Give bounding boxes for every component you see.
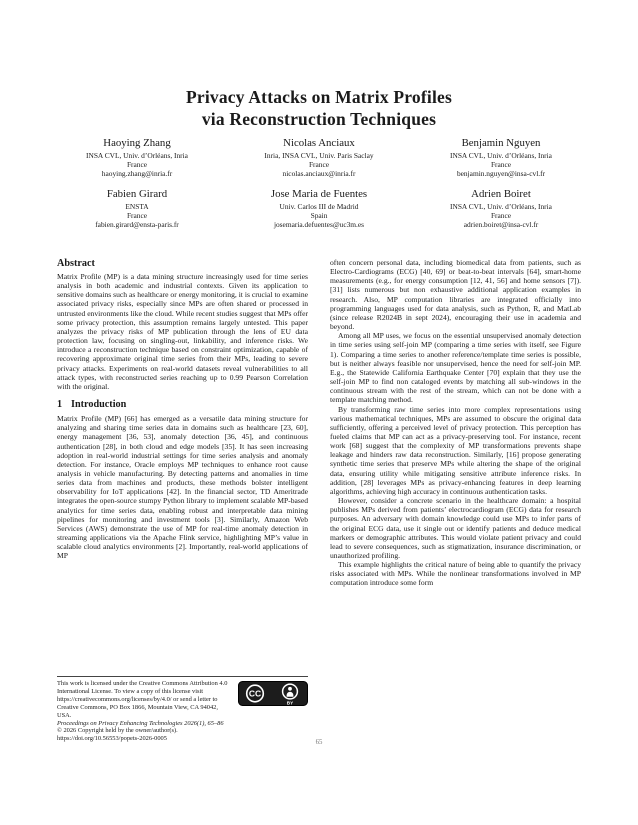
abstract-heading: Abstract: [57, 258, 95, 269]
venue-line: Proceedings on Privacy Enhancing Technologies 2026(1), 65–86: [57, 719, 224, 727]
author-affiliation: INSA CVL, Univ. d’Orléans, Inria: [450, 201, 552, 211]
paper-title-line2: via Reconstruction Techniques: [201, 108, 437, 129]
paper-title-line1: Privacy Attacks on Matrix Profiles: [185, 87, 452, 107]
author-country: France: [490, 160, 512, 170]
author-email: nicolas.anciaux@inria.fr: [282, 169, 356, 179]
copyright-line: © 2026 Copyright held by the owner/author(s).: [57, 727, 178, 735]
body-paragraph: By transforming raw time series into more complex representations using various mathematical techniques, MPs are assumed to obscure the original data sufficiently, offering a perceived level of privacy protection. This perception has fueled claims that MP can act as a privacy-preserving tool. For instance, recent work [68] suggest that the complexity of MP transformations prevents shape leakage and hinders raw data reconstruction. Similarly, [16] propose generating synthetic time series that preserve MPs while altering the shape of the original data, ensuring utility while mitigating sensitive attribute inference risks. In addition, [28] leverages MPs as privacy-enhancing features in deep learning algorithms, achieving high accuracy in continuous authentication tasks.: [330, 404, 581, 496]
section-title: Introduction: [71, 399, 127, 411]
abstract-text: Matrix Profile (MP) is a data mining structure increasingly used for time series analysis in both academic and industrial contexts. Given its application to sensitive domains such as healthcare or energy monitoring, it is crucial to examine associated privacy risks, especially since MPs are often shared or processed in untrusted environments like the cloud. While recent studies suggest that MPs offer some privacy protection, this assumption remains largely untested. This paper analyzes the privacy risks of MP publication through the lens of EU data protection law, focusing on singling-out, linkability, and inference risks. We introduce a reconstruction technique based on constraint optimization, capable of recovering approximate original time series from their MPs, leading to severe privacy attacks. Experiments on real-world datasets reveal vulnerabilities to all attack types, with reconstructed series reaching up to 0.99 Pearson Correlation with the original.: [57, 272, 308, 391]
page-number: 65: [315, 739, 323, 746]
author-name: Fabien Girard: [106, 187, 168, 200]
author-name: Adrien Boiret: [471, 187, 531, 200]
author-block: [413, 188, 589, 230]
author-email: josemaria.defuentes@uc3m.es: [273, 220, 365, 230]
cc-letters: CC: [248, 688, 262, 699]
doi-link[interactable]: https://doi.org/10.56553/popets-2026-0005: [57, 735, 167, 743]
section-number: 1: [57, 399, 63, 411]
author-country: France: [126, 210, 148, 220]
license-text[interactable]: This work is licensed under the Creative Commons Attribution 4.0 International License. To view a copy of this license visit https://creativecommons.org/licenses/by/4.0/ or send a letter to Creative Commons, PO Box 1866, Mountain View, CA 94042, USA.: [57, 680, 228, 719]
author-name: Benjamin Nguyen: [461, 137, 541, 149]
author-affiliation: INSA CVL, Univ. d’Orléans, Inria: [450, 151, 552, 160]
intro-paragraph: Matrix Profile (MP) [66] has emerged as a versatile data mining structure for analyzing and sharing time series data in domains such as healthcare [23, 60], energy management [36, 53], anomaly detection [36, 45], and continuous authentication [28], in both cloud and edge models [35]. It has seen increasing adoption in real-world industrial settings for time series analysis and anomaly detection. For instance, Oracle employs MP techniques to enhance root cause analysis in vehicle manufacturing. By detecting patterns and anomalies in time series data from machines and products, these methods bolster intelligent observability for IoT applications [42]. In the financial sector, TD Ameritrade integrates the open-source stumpy Python library to implement scalable MP-based analytics for time series data, enabling robust and interpretable data mining pipelines for monitoring and investment tools [3]. Similarly, Amazon Web Services (AWS) demonstrate the use of MP for real-time anomaly detection in streaming applications via the Apache Flink service, highlighting MP’s value in scalable cloud analytics environments [2]. Importantly, real-world applications of MP: [57, 414, 308, 561]
author-country: Spain: [310, 210, 328, 220]
license-footnote: [57, 676, 308, 743]
left-column: [57, 258, 308, 672]
author-country: France: [308, 160, 330, 170]
author-name: Jose Maria de Fuentes: [270, 187, 368, 200]
author-affiliation: ENSTA: [125, 201, 149, 211]
right-column: [330, 258, 581, 706]
cc-by-badge-icon: [238, 681, 308, 709]
author-affiliation: INSA CVL, Univ. d’Orléans, Inria: [86, 151, 188, 160]
author-block: [49, 137, 225, 179]
author-block: [413, 137, 589, 179]
by-letters: BY: [286, 700, 294, 706]
author-email: haoying.zhang@inria.fr: [101, 169, 173, 179]
body-paragraph: However, consider a concrete scenario in the healthcare domain: a hospital publishes MPs derived from patients’ electrocardiogram (ECG) data for research purposes. An adversary with domain knowledge could use MPs to infer parts of the original ECG data, use it single out or identify patients and deduce medical markers or demographic attributes. This would violate patient privacy and could lead to severe consequences, such as stigmatization, insurance discrimination, or unauthorized profiling.: [330, 496, 581, 560]
section-heading-introduction: [57, 399, 308, 410]
body-columns: [57, 258, 581, 706]
author-email: benjamin.nguyen@insa-cvl.fr: [456, 169, 546, 179]
author-name: Haoying Zhang: [103, 137, 171, 149]
body-paragraph: often concern personal data, including biomedical data from patients, such as Electro-Cardiograms (ECG) [40, 69] or beat-to-beat intervals [64], smart-home measurements (e.g., for energy consumption [12, 41, 56] and home sensors [7]). [31] lists numerous but non exhaustive additional application examples in research. Also, MP computation libraries are integrated officially into programming languages used for data analysis, such as Python, R, and MatLab (since release R2024B in sept 2024), encouraging their use in academia and beyond.: [330, 258, 581, 332]
author-email: fabien.girard@ensta-paris.fr: [95, 220, 179, 230]
author-block-grid: [49, 137, 589, 229]
body-paragraph: This example highlights the critical nature of being able to quantify the privacy risks associated with MPs. While the nonlinear transformations involved in MP computation introduce some form: [330, 560, 581, 588]
author-affiliation: Inria, INSA CVL, Univ. Paris Saclay: [264, 151, 374, 160]
author-block: [231, 137, 407, 179]
author-block: [49, 188, 225, 230]
author-affiliation: Univ. Carlos III de Madrid: [279, 201, 359, 211]
author-name: Nicolas Anciaux: [283, 137, 355, 149]
author-country: France: [126, 160, 148, 170]
body-paragraph: Among all MP uses, we focus on the essential unsupervised anomaly detection in time series using self-join MP (comparing a time series with itself, see Figure 1). Comparing a time series to another reference/template time series is possible, but is neither always feasible nor unsupervised, hence the need for self-join MP. E.g., the Statewide California Earthquake Center [70] explain that they use the self-join MP to find non cataloged events by matching all sub-windows in the continuous stream with the rest of the stream, which can not be done with a template matching method.: [330, 331, 581, 405]
author-block: [231, 188, 407, 230]
author-country: France: [490, 210, 512, 220]
author-email: adrien.boiret@insa-cvl.fr: [463, 220, 539, 230]
paper-title: [0, 0, 638, 130]
